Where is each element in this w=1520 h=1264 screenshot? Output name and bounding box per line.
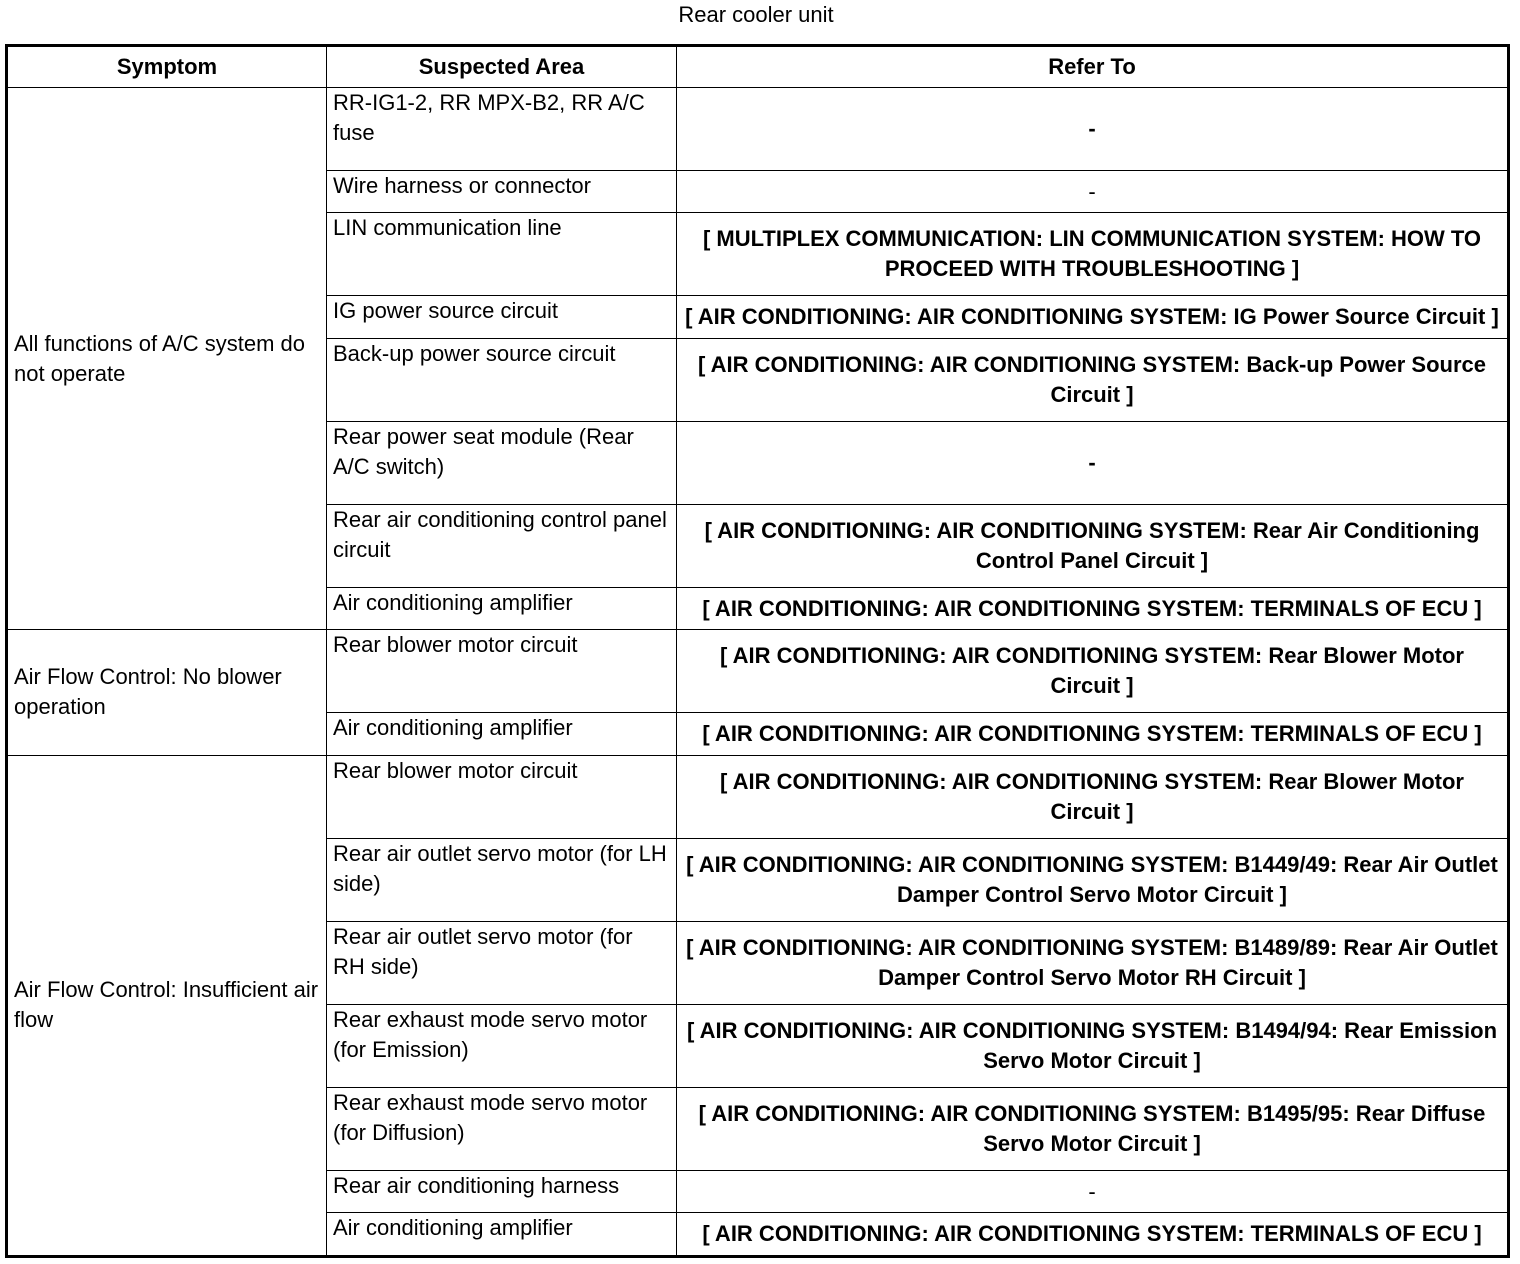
table-row <box>7 755 1509 838</box>
suspected-area-cell: Back-up power source circuit <box>327 338 677 421</box>
refer-to-link[interactable]: [ AIR CONDITIONING: AIR CONDITIONING SYSTEM: IG Power Source Circuit ] <box>677 296 1509 338</box>
table-caption: Rear cooler unit <box>678 2 834 27</box>
table-row <box>7 88 1509 171</box>
suspected-area-cell: RR-IG1-2, RR MPX-B2, RR A/C fuse <box>327 88 677 171</box>
suspected-area-cell: Rear blower motor circuit <box>327 755 677 838</box>
refer-to-cell: - <box>677 88 1509 171</box>
symptom-cell: Air Flow Control: Insufficient air flow <box>7 755 327 1256</box>
refer-to-link[interactable]: [ AIR CONDITIONING: AIR CONDITIONING SYSTEM: TERMINALS OF ECU ] <box>677 713 1509 755</box>
suspected-area-cell: Rear power seat module (Rear A/C switch) <box>327 421 677 504</box>
refer-to-link[interactable]: [ AIR CONDITIONING: AIR CONDITIONING SYSTEM: Rear Blower Motor Circuit ] <box>677 755 1509 838</box>
refer-to-link[interactable]: [ MULTIPLEX COMMUNICATION: LIN COMMUNICATION SYSTEM: HOW TO PROCEED WITH TROUBLESHOOTING ] <box>677 213 1509 296</box>
refer-to-link[interactable]: [ AIR CONDITIONING: AIR CONDITIONING SYSTEM: Rear Air Conditioning Control Panel Circuit ] <box>677 504 1509 587</box>
symptom-cell: All functions of A/C system do not operate <box>7 88 327 630</box>
table-row <box>7 630 1509 713</box>
symptom-cell: Air Flow Control: No blower operation <box>7 630 327 755</box>
suspected-area-cell: Rear exhaust mode servo motor (for Emission) <box>327 1004 677 1087</box>
refer-to-cell: - <box>677 421 1509 504</box>
suspected-area-cell: Rear air outlet servo motor (for LH side) <box>327 838 677 921</box>
suspected-area-cell: Rear air conditioning harness <box>327 1171 677 1213</box>
header-refer-to: Refer To <box>677 46 1509 88</box>
problem-symptoms-table <box>5 44 1510 1258</box>
header-suspected-area: Suspected Area <box>327 46 677 88</box>
header-row <box>7 46 1509 88</box>
refer-to-cell: - <box>677 1171 1509 1213</box>
refer-to-link[interactable]: [ AIR CONDITIONING: AIR CONDITIONING SYSTEM: B1494/94: Rear Emission Servo Motor Circuit ] <box>677 1004 1509 1087</box>
suspected-area-cell: Rear air conditioning control panel circuit <box>327 504 677 587</box>
refer-to-link[interactable]: [ AIR CONDITIONING: AIR CONDITIONING SYSTEM: Rear Blower Motor Circuit ] <box>677 630 1509 713</box>
refer-to-link[interactable]: [ AIR CONDITIONING: AIR CONDITIONING SYSTEM: B1489/89: Rear Air Outlet Damper Control Servo Motor RH Circuit ] <box>677 921 1509 1004</box>
suspected-area-cell: Rear exhaust mode servo motor (for Diffusion) <box>327 1088 677 1171</box>
suspected-area-cell: Air conditioning amplifier <box>327 588 677 630</box>
refer-to-cell: - <box>677 171 1509 213</box>
suspected-area-cell: Rear blower motor circuit <box>327 630 677 713</box>
refer-to-link[interactable]: [ AIR CONDITIONING: AIR CONDITIONING SYSTEM: B1495/95: Rear Diffuse Servo Motor Circuit ] <box>677 1088 1509 1171</box>
header-symptom: Symptom <box>7 46 327 88</box>
suspected-area-cell: Wire harness or connector <box>327 171 677 213</box>
refer-to-link[interactable]: [ AIR CONDITIONING: AIR CONDITIONING SYSTEM: TERMINALS OF ECU ] <box>677 588 1509 630</box>
refer-to-link[interactable]: [ AIR CONDITIONING: AIR CONDITIONING SYSTEM: Back-up Power Source Circuit ] <box>677 338 1509 421</box>
suspected-area-cell: Air conditioning amplifier <box>327 713 677 755</box>
suspected-area-cell: Rear air outlet servo motor (for RH side) <box>327 921 677 1004</box>
refer-to-link[interactable]: [ AIR CONDITIONING: AIR CONDITIONING SYSTEM: TERMINALS OF ECU ] <box>677 1213 1509 1257</box>
suspected-area-cell: IG power source circuit <box>327 296 677 338</box>
suspected-area-cell: LIN communication line <box>327 213 677 296</box>
refer-to-link[interactable]: [ AIR CONDITIONING: AIR CONDITIONING SYSTEM: B1449/49: Rear Air Outlet Damper Control Servo Motor Circuit ] <box>677 838 1509 921</box>
suspected-area-cell: Air conditioning amplifier <box>327 1213 677 1257</box>
